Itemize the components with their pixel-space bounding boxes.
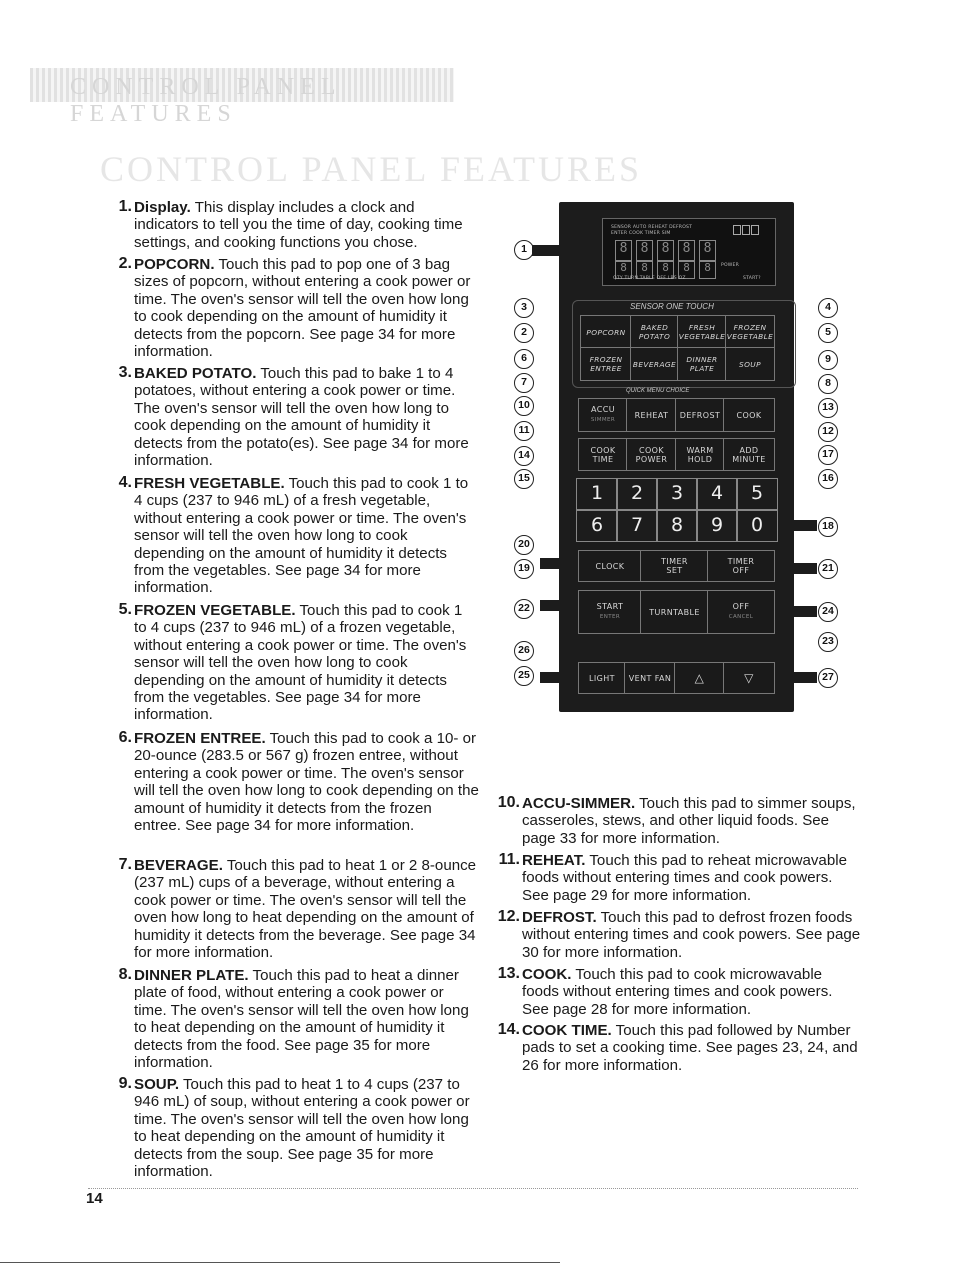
callout-number: 26	[514, 641, 534, 661]
key-label: TIMER	[727, 557, 755, 566]
item-title: FRESH VEGETABLE.	[134, 475, 285, 492]
item-number: 2.	[118, 255, 132, 272]
warm-hold-button[interactable]	[675, 438, 725, 471]
number-1-button[interactable]: 1	[576, 478, 618, 510]
turntable-button[interactable]	[640, 590, 709, 634]
cook-button[interactable]	[723, 398, 775, 432]
lcd-indicator-labels: QTY TURN TABLE OFF LBS OZ	[613, 276, 686, 281]
lcd-digit: 8	[615, 240, 632, 262]
key-label: VENT FAN	[628, 673, 672, 683]
item-number: 6.	[118, 729, 132, 746]
feature-item-2	[118, 255, 479, 361]
key-label: DEFROST	[679, 410, 721, 420]
leader-line	[793, 606, 817, 617]
vent-fan-button[interactable]	[624, 662, 676, 694]
number-8-button[interactable]: 8	[656, 510, 698, 542]
number-row-2	[576, 510, 776, 542]
reheat-button[interactable]	[626, 398, 677, 432]
item-text: Touch this pad to cook 1 to 4 cups (237 to 946 mL) of a frozen vegetable, without entering a cook power or time. The oven's sensor will tell the oven how long to cook depending on the amount of humidity it detects from the vegetables. See page 34 for more information.	[134, 602, 467, 724]
feature-item-10	[497, 794, 862, 847]
item-text: Touch this pad followed by Number pads to set a cooking time. See pages 23, 24, and 26 for more information.	[522, 1022, 858, 1074]
item-title: BAKED POTATO.	[134, 365, 257, 382]
feature-item-7	[118, 856, 479, 962]
lcd-digit: 8	[657, 240, 674, 262]
callout-number: 7	[514, 373, 534, 393]
feature-item-8	[118, 966, 479, 1072]
callout-number: 22	[514, 599, 534, 619]
key-label: FROZEN	[589, 355, 623, 364]
number-6-button[interactable]: 6	[576, 510, 618, 542]
item-text: Touch this pad to simmer soups, casseroles, stews, and other liquid foods. See page 33 for more information.	[522, 795, 856, 847]
key-label: CLOCK	[595, 561, 625, 571]
key-label: WARM	[686, 445, 714, 455]
lcd-digit: 8	[678, 240, 695, 262]
item-text: Touch this pad to cook 1 to 4 cups (237 to 946 mL) of a fresh vegetable, without entering a cook power or time. The oven's sensor will tell the oven how long to cook depending on the amount of humidity it detects from the vegetables. See page 34 for more information.	[134, 475, 469, 597]
feature-item-13	[497, 965, 862, 1018]
feature-item-6	[118, 729, 479, 835]
lcd-digit: 8	[699, 260, 716, 279]
key-label: SOUP	[739, 359, 761, 369]
page-number: 14	[86, 1190, 103, 1207]
key-label: POWER	[635, 454, 668, 464]
baked-potato-button[interactable]	[630, 315, 679, 349]
item-title: SOUP.	[134, 1076, 180, 1093]
add-minute-button[interactable]	[723, 438, 775, 471]
vent-up-button[interactable]	[674, 662, 725, 694]
callout-number: 27	[818, 668, 838, 688]
key-label: START	[596, 602, 624, 611]
callout-number: 20	[514, 535, 534, 555]
key-label: OFF	[732, 566, 750, 575]
lcd-digit: 8	[699, 240, 716, 262]
callout-number: 9	[818, 350, 838, 370]
item-text: Touch this pad to heat 1 to 4 cups (237 to 946 mL) of soup, without entering a cook power or time. The oven's sensor will tell the oven how long to heat depending on the amount of humidity it detects from the soup. See page 35 for more information.	[134, 1076, 470, 1181]
key-label: TURNTABLE	[649, 607, 700, 617]
item-number: 1.	[118, 198, 132, 215]
item-text: Touch this pad to cook a 10- or 20-ounce (283.5 or 567 g) frozen entree, without entering a cook power or time. The oven's sensor will tell the oven how long to cook depending on the amount of humidity it detects from the frozen entree. See page 34 for more information.	[134, 730, 479, 835]
key-label: COOK	[638, 445, 665, 455]
key-label: CANCEL	[728, 614, 754, 620]
off-cancel-button[interactable]	[707, 590, 775, 634]
item-number: 12.	[497, 908, 520, 925]
item-number: 7.	[118, 856, 132, 873]
callout-number: 24	[818, 602, 838, 622]
callout-number: 3	[514, 298, 534, 318]
number-0-button[interactable]: 0	[736, 510, 778, 542]
callout-number: 19	[514, 559, 534, 579]
key-label: HOLD	[687, 454, 713, 464]
key-label: ENTER	[599, 614, 621, 620]
item-text: Touch this pad to pop one of 3 bag sizes of popcorn, without entering a cook power or time. The oven's sensor will tell the oven how long to cook depending on the amount of humidity it detects from the popcorn. See page 34 for more information.	[134, 256, 471, 361]
item-number: 11.	[498, 851, 520, 868]
light-button[interactable]	[578, 662, 626, 694]
beverage-button[interactable]	[630, 347, 679, 381]
key-label: BAKED	[640, 323, 669, 332]
feature-item-11	[498, 851, 862, 904]
key-label: POTATO	[638, 332, 671, 341]
feature-item-3	[118, 364, 479, 470]
vent-down-button[interactable]	[723, 662, 775, 694]
key-label: OFF	[732, 602, 750, 611]
item-title: DEFROST.	[522, 909, 597, 926]
defrost-button[interactable]	[675, 398, 725, 432]
key-label: ENTREE	[590, 364, 622, 373]
item-text: Touch this pad to bake 1 to 4 potatoes, without entering a cook power or time. The oven's sensor will tell the oven how long to cook depending on the amount of humidity it detects from the potato(es). See page 34 for more information.	[134, 365, 469, 470]
lcd-indicator-labels: SENSOR AUTO REHEAT DEFROST	[611, 225, 693, 230]
callout-number: 16	[818, 469, 838, 489]
soup-button[interactable]	[725, 347, 775, 381]
number-4-button[interactable]: 4	[696, 478, 738, 510]
item-number: 8.	[118, 966, 132, 983]
callout-number: 8	[818, 374, 838, 394]
item-title: FROZEN ENTREE.	[134, 730, 266, 747]
lcd-digit: 8	[636, 240, 653, 262]
item-number: 13.	[497, 965, 520, 982]
key-label: LIGHT	[589, 673, 615, 683]
callout-number: 15	[514, 469, 534, 489]
item-text: Touch this pad to heat 1 or 2 8-ounce (237 mL) cups of a beverage, without entering a cook power or time. The oven's sensor will tell the oven how long to heat depending on the amount of humidity it detects from the beverage. See page 34 for more information.	[134, 857, 477, 962]
item-number: 9.	[118, 1075, 132, 1092]
key-label: BEVERAGE	[632, 359, 677, 369]
item-title: BEVERAGE.	[134, 857, 223, 874]
timer-off-button[interactable]	[707, 550, 775, 582]
feature-item-1	[118, 198, 479, 251]
item-title: DINNER PLATE.	[134, 967, 249, 984]
callout-number: 12	[818, 422, 838, 442]
leader-line	[532, 245, 562, 256]
feature-item-9	[118, 1075, 479, 1181]
callout-number: 21	[818, 559, 838, 579]
lcd-square-icon	[751, 225, 759, 235]
accu-simmer-button[interactable]	[578, 398, 628, 432]
clock-button[interactable]	[578, 550, 642, 582]
lcd-digit: 8	[615, 260, 632, 279]
item-number: 14.	[497, 1021, 520, 1038]
item-number: 4.	[118, 474, 132, 491]
item-title: FROZEN VEGETABLE.	[134, 602, 296, 619]
lcd-start-label: START?	[743, 276, 761, 281]
section-title: CONTROL PANEL FEATURES	[100, 149, 643, 189]
key-label: TIMER	[661, 557, 688, 566]
banner-text: CONTROL PANEL FEATURES	[70, 74, 341, 127]
feature-item-5	[118, 601, 479, 724]
key-label: POPCORN	[586, 327, 626, 337]
key-label: ACCU	[591, 405, 615, 414]
callout-number: 4	[818, 298, 838, 318]
callout-number: 18	[818, 517, 838, 537]
key-label: ADD	[739, 445, 759, 455]
bottom-rule	[0, 1262, 560, 1263]
callout-number: 25	[514, 666, 534, 686]
header-banner	[30, 68, 454, 127]
leader-line	[793, 563, 817, 574]
leader-line	[793, 520, 817, 531]
callout-number: 10	[514, 396, 534, 416]
start-button[interactable]	[578, 590, 642, 634]
lcd-digit: 8	[636, 260, 653, 279]
callout-number: 23	[818, 632, 838, 652]
leader-line	[793, 672, 817, 683]
callout-number: 2	[514, 323, 534, 343]
lcd-indicator-labels: ENTER COOK TIMER SIM	[611, 231, 671, 236]
callout-number: 6	[514, 349, 534, 369]
key-label: PLATE	[689, 364, 715, 373]
key-label: TIME	[592, 454, 614, 464]
lcd-digit: 8	[657, 260, 674, 279]
key-label: SET	[666, 566, 683, 575]
callout-number: 14	[514, 446, 534, 466]
callout-number: 13	[818, 398, 838, 418]
item-title: POPCORN.	[134, 256, 215, 273]
lcd-digit: 8	[678, 260, 695, 279]
number-2-button[interactable]: 2	[616, 478, 658, 510]
item-title: COOK.	[522, 966, 572, 983]
key-label: SIMMER	[590, 417, 616, 423]
callout-number: 5	[818, 323, 838, 343]
item-title: ACCU-SIMMER.	[522, 795, 636, 812]
cook-power-button[interactable]	[626, 438, 677, 471]
key-label: △	[694, 670, 705, 685]
key-label: REHEAT	[634, 410, 669, 420]
item-title: COOK TIME.	[522, 1022, 612, 1039]
callout-number: 17	[818, 445, 838, 465]
item-text: Touch this pad to heat a dinner plate of food, without entering a cook power or time. The oven's sensor will tell the oven how long to heat depending on the amount of humidity it detects from the food. See page 35 for more information.	[134, 967, 469, 1072]
display	[602, 218, 776, 286]
callout-number: 1	[514, 240, 534, 260]
key-label: FROZEN	[733, 323, 767, 332]
sensor-group-label: SENSOR ONE TOUCH	[630, 302, 714, 311]
frozen-vegetable-button[interactable]	[725, 315, 775, 349]
quick-menu-label: QUICK MENU CHOICE	[626, 388, 690, 394]
item-title: REHEAT.	[522, 852, 586, 869]
item-title: Display.	[134, 199, 191, 216]
key-label: COOK	[590, 445, 616, 455]
number-9-button[interactable]: 9	[696, 510, 738, 542]
key-label: MINUTE	[732, 454, 766, 464]
lcd-square-icon	[742, 225, 750, 235]
key-label: VEGETABLE	[678, 332, 726, 341]
frozen-entree-button[interactable]	[580, 347, 632, 381]
key-label: COOK	[736, 410, 762, 420]
popcorn-button[interactable]	[580, 315, 632, 349]
key-label: VEGETABLE	[726, 332, 774, 341]
feature-item-12	[497, 908, 862, 961]
cook-time-button[interactable]	[578, 438, 628, 471]
feature-item-14	[497, 1021, 862, 1074]
number-5-button[interactable]: 5	[736, 478, 778, 510]
number-3-button[interactable]: 3	[656, 478, 698, 510]
item-number: 3.	[118, 364, 132, 381]
key-label: ▽	[744, 670, 754, 685]
item-text: Touch this pad to defrost frozen foods without entering times and cook powers. See page 30 for more information.	[522, 909, 861, 961]
number-7-button[interactable]: 7	[616, 510, 658, 542]
callout-number: 11	[514, 421, 534, 441]
fresh-vegetable-button[interactable]	[677, 315, 727, 349]
lcd-power-label: POWER	[721, 263, 740, 268]
lcd-square-icon	[733, 225, 741, 235]
item-number: 5.	[118, 601, 132, 618]
key-label: FRESH	[688, 323, 716, 332]
item-text: Touch this pad to reheat microwavable foods without entering times and cook powers. See page 29 for more information.	[522, 852, 847, 904]
footer-rule	[88, 1188, 858, 1190]
feature-item-4	[118, 474, 479, 597]
dinner-plate-button[interactable]	[677, 347, 727, 381]
key-label: DINNER	[686, 355, 718, 364]
number-row-1	[576, 478, 776, 510]
timer-set-button[interactable]	[640, 550, 709, 582]
item-text: Touch this pad to cook microwavable foods without entering times and cook powers. See page 28 for more information.	[522, 966, 833, 1018]
item-number: 10.	[497, 794, 520, 811]
item-text: This display includes a clock and indicators to tell you the time of day, cooking time settings, and cooking functions you chose.	[134, 199, 463, 251]
